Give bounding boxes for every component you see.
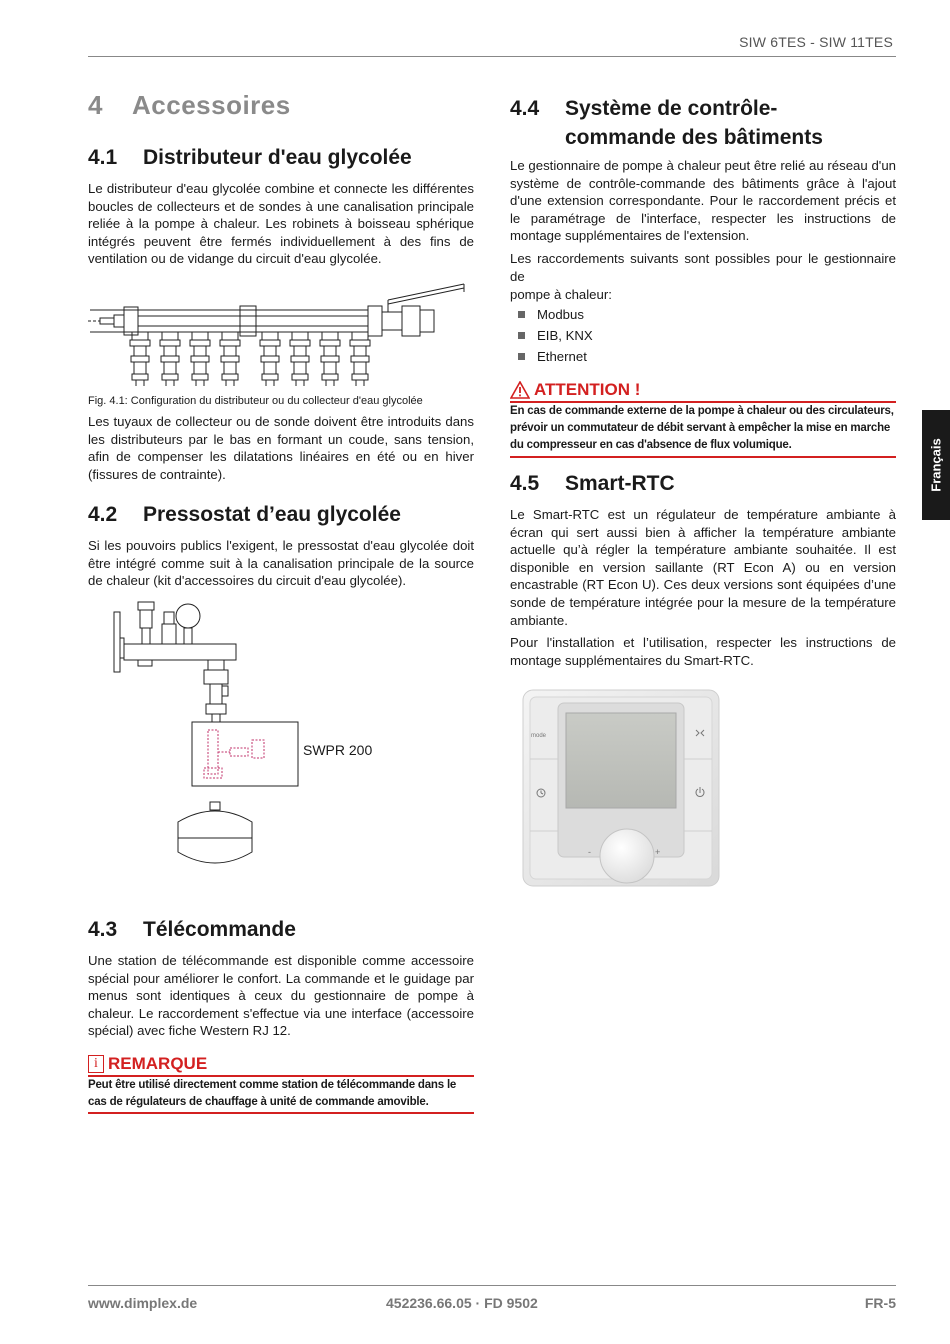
section-4-5-paragraph-1: Le Smart-RTC est un régulateur de température ambiante à écran qui sert aussi bien à afficher la température ambiante actuelle qu’à régler la température ambiante souhaitée. Il est disponible en version saillante (RT Econ A) ou en version encastrable (RT Econ U). Ces deux versions sont équipées d’une sonde de température intégrée pour la mesure de la température ambiante. [510,507,896,628]
device-minus-label: - [588,847,591,857]
connection-list [510,304,896,367]
chapter-heading [88,90,291,121]
bullet-icon [518,353,525,360]
footer-divider [88,1285,896,1286]
attention-warning [510,380,896,458]
section-number: 4.4 [510,97,540,120]
section-4-2-paragraph: Si les pouvoirs publics l'exigent, le pressostat d'eau glycolée doit être intégré comme suit à la canalisation principale de la source de chaleur (kit d'accessoires du circuit d'eau glycolée). [88,538,474,589]
device-mode-label: mode [531,733,547,739]
pressostat-diagram [100,598,310,888]
bullet-icon [518,332,525,339]
remark-bottom-rule [88,1112,474,1114]
section-4-1-paragraph-2: Les tuyaux de collecteur ou de sonde doivent être introduits dans les distributeurs par le bas en formant un coude, sans tension, afin de compenser les dilatations linéaires en été ou en hiver (fissures de contrainte). [88,414,474,482]
swpr-label: SWPR 200 [303,742,373,758]
remark-title: REMARQUE [108,1054,208,1073]
chapter-number: 4 [88,90,103,120]
section-4-1-paragraph-1: Le distributeur d'eau glycolée combine et connecte les différentes boucles de collecteurs et de sondes à une canalisation principale reliée à la pompe à chaleur. Les robinets à boisseau sphérique intégrés peuvent être fermés individuellement à des fins de ventilation ou de vidange du circuit d'eau glycolée. [88,181,474,267]
section-4-2-heading [88,503,474,527]
remark-text: Peut être utilisé directement comme station de télécommande dans le cas de régulateurs de chauffage à unité de commande amovible. [88,1079,457,1108]
section-4-4-paragraph-2a: Les raccordements suivants sont possibles pour le gestionnaire de [510,251,896,284]
smart-rtc-device-image [522,689,720,889]
warning-triangle-icon [510,381,530,399]
section-number: 4.5 [510,472,540,495]
section-title-line-2: commande des bâtiments [565,126,823,149]
chapter-title: Accessoires [132,90,291,120]
footer-website: www.dimplex.de [88,1295,198,1311]
section-number: 4.2 [88,503,118,526]
section-title-line-1: Système de contrôle- [565,97,778,120]
remark-note [88,1054,474,1114]
section-4-4-paragraph-1: Le gestionnaire de pompe à chaleur peut être relié au réseau d'un système de contrôle-commande des bâtiments grâce à l'ajout d'une extension correspondante. Pour le raccordement précis et le paramétrage de l'interface, respecter les instructions de montage supplémentaires de l'extension. [510,158,896,244]
language-side-tab [922,410,950,520]
section-title: Pressostat d’eau glycolée [143,503,401,526]
section-title: Télécommande [143,918,296,941]
section-4-5-paragraph-2: Pour l'installation et l’utilisation, respecter les instructions de montage supplémentaires du Smart-RTC. [510,635,896,668]
section-4-4-paragraph-2b: pompe à chaleur: [510,287,612,302]
list-item: EIB, KNX [510,325,896,346]
manifold-diagram [88,280,474,390]
section-number: 4.1 [88,146,118,169]
figure-4-1-caption: Fig. 4.1: Configuration du distributeur ou du collecteur d'eau glycolée [88,395,423,407]
list-item: Modbus [510,304,896,325]
section-4-5-heading [510,472,896,496]
section-number: 4.3 [88,918,118,941]
section-4-3-heading [88,918,474,942]
footer-document-number: 452236.66.05 · FD 9502 [386,1295,538,1311]
language-label: Français [928,438,944,492]
device-plus-label: + [655,847,661,857]
footer-page-number: FR-5 [864,1295,896,1311]
section-title: Distributeur d'eau glycolée [143,146,412,169]
list-item: Ethernet [510,346,896,367]
header-divider [88,56,896,57]
info-icon: i [88,1055,104,1073]
section-title: Smart-RTC [565,472,675,495]
bullet-icon [518,311,525,318]
attention-bottom-rule [510,456,896,458]
section-4-1-heading [88,146,474,170]
document-header-title: SIW 6TES - SIW 11TES [739,34,893,50]
attention-title: ATTENTION ! [534,380,641,399]
section-4-4-heading [510,94,896,152]
section-4-3-paragraph: Une station de télécommande est disponible comme accessoire spécial pour améliorer le confort. La commande et le guidage par menus sont identiques à ceux du gestionnaire de pompe à chaleur. Le raccordement s'effectue via une interface (accessoire spécial) avec fiche Western RJ 12. [88,953,474,1039]
attention-text: En cas de commande externe de la pompe à chaleur ou des circulateurs, prévoir un commutateur de débit servant à empêcher la mise en marche du compresseur en cas d'absence de flux volumique. [510,405,894,451]
